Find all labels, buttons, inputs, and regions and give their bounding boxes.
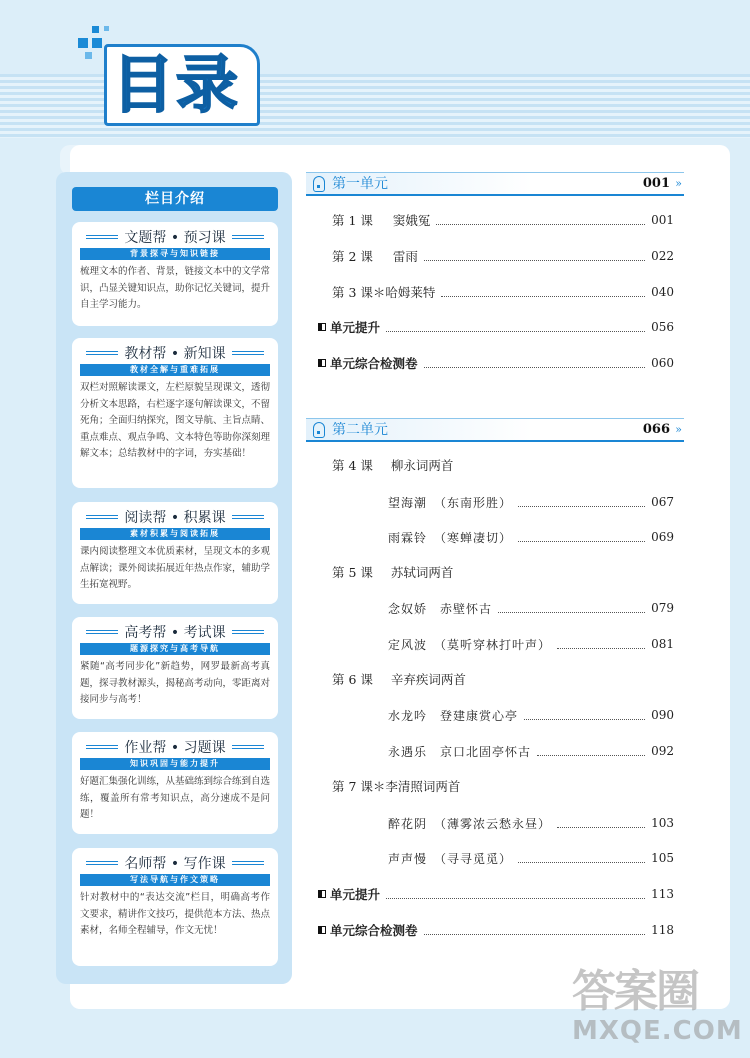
unit-header[interactable]	[306, 418, 684, 442]
poem-title: 望海潮 （东南形胜）	[388, 495, 513, 510]
toc-entry[interactable]	[388, 742, 674, 760]
intro-card-title: 高考帮 • 考试课	[124, 625, 226, 641]
watermark	[572, 968, 742, 1052]
lesson-title: 雷雨	[392, 249, 418, 264]
title-rule	[86, 745, 118, 749]
page-number: 060	[651, 356, 674, 370]
page-number: 056	[651, 320, 674, 334]
watermark-line1: 答案圈	[572, 966, 698, 1017]
page-number: 105	[651, 851, 674, 865]
title-rule	[232, 630, 264, 634]
poem-title: 念奴娇 赤壁怀古	[388, 601, 493, 616]
dot-leader	[557, 640, 645, 649]
dot-leader	[424, 926, 646, 935]
intro-card-body: 双栏对照解读课文，左栏原貌呈现课文，透彻分析文本思路，右栏逐字逐句解读课文，不留死角；全面归纳探究，图文导航、主旨点睛、重点难点、观点争鸣、文本特色等助你深刻理解文本；总结教材中的字词，夯实基础！	[80, 382, 271, 459]
page-number: 040	[651, 285, 674, 299]
intro-card-body: 课内阅读整理文本优质素材，呈现文本的多观点解读；课外阅读拓展近年热点作家，辅助学生拓宽视野。	[80, 546, 271, 590]
section-title: 单元综合检测卷	[330, 356, 418, 371]
title-rule	[232, 515, 264, 519]
page-number: 103	[651, 816, 674, 830]
lightbulb-icon	[313, 176, 325, 192]
toc-entry[interactable]	[332, 211, 674, 229]
dot-leader	[498, 604, 645, 613]
page-number: 067	[651, 495, 674, 509]
decor-square	[78, 38, 88, 48]
intro-card-title: 作业帮 • 习题课	[124, 740, 226, 756]
title-rule	[86, 861, 118, 865]
unit-title: 第二单元	[332, 422, 388, 438]
lesson-heading[interactable]	[332, 671, 466, 689]
dot-leader	[436, 216, 645, 225]
intro-card-title-row	[80, 508, 270, 526]
column-intro-heading: 栏目介绍	[72, 187, 278, 211]
bookmark-icon	[318, 359, 326, 367]
intro-card-subtitle: 背景探寻与知识链接	[80, 248, 270, 260]
bookmark-icon	[318, 890, 326, 898]
dot-leader	[557, 819, 645, 828]
intro-card-subtitle: 知识巩固与能力提升	[80, 758, 270, 770]
unit-page-number: 066	[642, 422, 670, 437]
lesson-title: 哈姆莱特	[385, 285, 436, 300]
toc-entry[interactable]	[318, 318, 674, 336]
lesson-number: 第 7 课＊	[332, 779, 386, 794]
intro-card-body: 针对教材中的“表达交流”栏目，明确高考作文要求，精讲作文技巧，提供范本方法、热点素材，名师全程辅导，作文无忧！	[80, 892, 271, 936]
poem-title: 醉花阴 （薄雾浓云愁永昼）	[388, 816, 552, 831]
lesson-heading[interactable]	[332, 564, 453, 582]
double-chevron-icon: »	[675, 177, 682, 190]
dot-leader	[518, 533, 645, 542]
dot-leader	[518, 854, 645, 863]
toc-entry[interactable]	[318, 354, 674, 372]
toc-entry[interactable]	[388, 849, 674, 867]
dot-leader	[537, 747, 645, 756]
page-number: 090	[651, 708, 674, 722]
intro-card-subtitle: 题源探究与高考导航	[80, 643, 270, 655]
page-number: 022	[651, 249, 674, 263]
poem-title: 声声慢 （寻寻觅觅）	[388, 851, 513, 866]
intro-card-body: 好题汇集强化训练，从基础练到综合练到自选练，覆盖所有常考知识点，高分速成不是问题！	[80, 776, 271, 820]
intro-card-title-row	[80, 228, 270, 246]
intro-card-subtitle: 教材全解与重难拓展	[80, 364, 270, 376]
unit-page-number: 001	[642, 176, 670, 191]
intro-card-title-row	[80, 344, 270, 362]
lesson-title: 窦娥冤	[392, 213, 431, 228]
lightbulb-icon	[313, 422, 325, 438]
toc-entry[interactable]	[388, 528, 674, 546]
decor-square	[92, 26, 99, 33]
decor-square	[85, 52, 92, 59]
dot-leader	[386, 323, 645, 332]
page-title: 目录	[112, 48, 241, 121]
page-number: 118	[651, 923, 674, 937]
title-rule	[232, 861, 264, 865]
title-rule	[86, 351, 118, 355]
lesson-title: 辛弃疾词两首	[390, 672, 466, 687]
intro-card-title-row	[80, 623, 270, 641]
dot-leader	[518, 498, 645, 507]
toc-entry[interactable]	[388, 635, 674, 653]
lesson-number: 第 6 课	[332, 672, 373, 687]
bookmark-icon	[318, 926, 326, 934]
lesson-title: 苏轼词两首	[390, 565, 454, 580]
page-number: 092	[651, 744, 674, 758]
poem-title: 定风波 （莫听穿林打叶声）	[388, 637, 552, 652]
intro-card	[72, 848, 278, 966]
lesson-number: 第 3 课＊	[332, 285, 386, 300]
intro-card-title: 文题帮 • 预习课	[124, 230, 226, 246]
section-title: 单元综合检测卷	[330, 923, 418, 938]
dot-leader	[386, 890, 645, 899]
toc-entry[interactable]	[332, 247, 674, 265]
intro-card-title: 名师帮 • 写作课	[124, 856, 226, 872]
intro-card-body: 梳理文本的作者、背景，链接文本中的文学常识，凸显关键知识点，助你记忆关键词，提升自主学习能力。	[80, 266, 271, 310]
unit-header[interactable]	[306, 172, 684, 196]
toc-entry[interactable]	[388, 599, 674, 617]
lesson-heading[interactable]	[332, 778, 460, 796]
lesson-number: 第 1 课	[332, 213, 373, 228]
toc-entry[interactable]	[332, 283, 674, 301]
lesson-title: 李清照词两首	[385, 779, 461, 794]
intro-card-subtitle: 写法导航与作文策略	[80, 874, 270, 886]
lesson-title: 柳永词两首	[390, 458, 454, 473]
intro-card-title-row	[80, 854, 270, 872]
poem-title: 水龙吟 登建康赏心亭	[388, 708, 519, 723]
poem-title: 永遇乐 京口北固亭怀古	[388, 744, 532, 759]
toc-entry[interactable]	[388, 814, 674, 832]
intro-card	[72, 338, 278, 488]
lesson-heading[interactable]	[332, 457, 453, 475]
lesson-number: 第 5 课	[332, 565, 373, 580]
poem-title: 雨霖铃 （寒蝉凄切）	[388, 530, 513, 545]
toc-entry[interactable]	[388, 493, 674, 511]
section-title: 单元提升	[330, 320, 381, 335]
title-rule	[86, 630, 118, 634]
section-title: 单元提升	[330, 887, 381, 902]
title-rule	[86, 515, 118, 519]
dot-leader	[424, 252, 645, 261]
intro-card-body: 紧随“高考同步化”新趋势，网罗最新高考真题，探寻教材源头，揭秘高考动向，零距离对接同步与高考！	[80, 661, 271, 705]
intro-card-title: 阅读帮 • 积累课	[124, 510, 226, 526]
decor-square	[104, 26, 109, 31]
lesson-number: 第 2 课	[332, 249, 373, 264]
decor-square	[92, 38, 102, 48]
lesson-number: 第 4 课	[332, 458, 373, 473]
intro-card	[72, 502, 278, 604]
double-chevron-icon: »	[675, 423, 682, 436]
intro-card-subtitle: 素材积累与阅读拓展	[80, 528, 270, 540]
page-number: 001	[651, 213, 674, 227]
bookmark-icon	[318, 323, 326, 331]
page-number: 079	[651, 601, 674, 615]
intro-card-title: 教材帮 • 新知课	[124, 346, 226, 362]
intro-card	[72, 732, 278, 834]
page-number: 081	[651, 637, 674, 651]
unit-title: 第一单元	[332, 176, 388, 192]
intro-card	[72, 617, 278, 719]
intro-card-title-row	[80, 738, 270, 756]
watermark-line2: MXQE.COM	[572, 1016, 743, 1046]
toc-entry[interactable]	[318, 921, 674, 939]
toc-entry[interactable]	[318, 885, 674, 903]
title-rule	[232, 351, 264, 355]
page-number: 113	[651, 887, 674, 901]
title-rule	[232, 745, 264, 749]
dot-leader	[441, 288, 645, 297]
title-rule	[232, 235, 264, 239]
page-number: 069	[651, 530, 674, 544]
title-rule	[86, 235, 118, 239]
dot-leader	[524, 711, 645, 720]
dot-leader	[424, 359, 646, 368]
toc-entry[interactable]	[388, 706, 674, 724]
intro-card	[72, 222, 278, 326]
